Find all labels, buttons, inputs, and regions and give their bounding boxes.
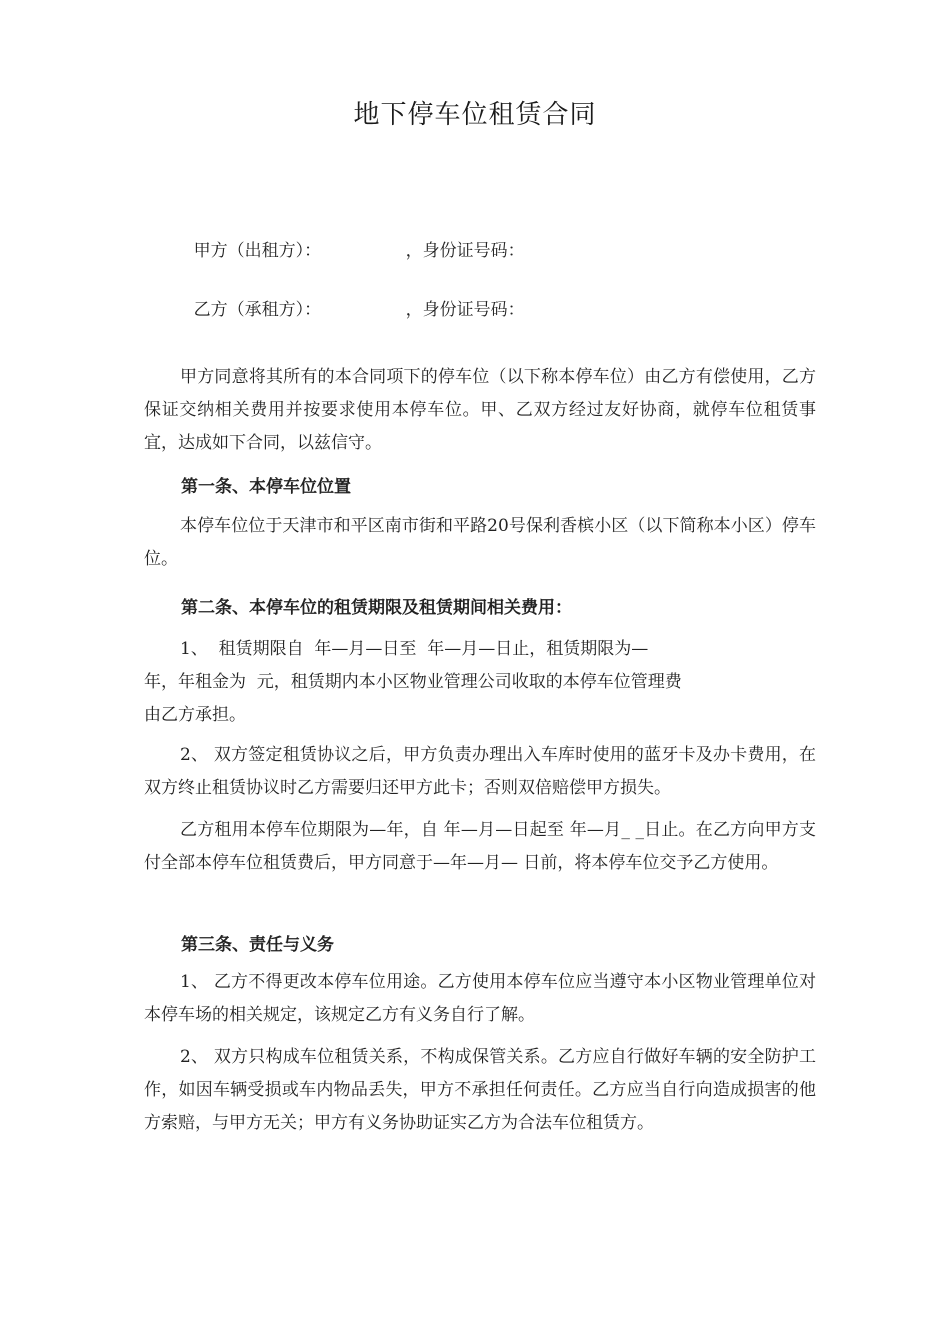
article1-heading: 第一条、本停车位位置 bbox=[181, 477, 351, 497]
article2-item1-line2: 年，年租金为 元，租赁期内本小区物业管理公司收取的本停车位管理费 bbox=[144, 672, 682, 692]
contract-title: 地下停车位租赁合同 bbox=[353, 100, 597, 130]
party-b-line bbox=[172, 275, 525, 340]
article2-item2: 2、 双方签定租赁协议之后，甲方负责办理出入车库时使用的蓝牙卡及办卡费用，在双方终止租赁协议时乙方需要归还甲方此卡；否则双倍赔偿甲方损失。 bbox=[144, 745, 816, 798]
article3-item2: 2、 双方只构成车位租赁关系，不构成保管关系。乙方应自行做好车辆的安全防护工作，如因车辆受损或车内物品丢失，甲方不承担任何责任。乙方应当自行向造成损害的他方索赔，与甲方无关；甲方有义务协助证实乙方为合法车位租赁方。 bbox=[144, 1047, 816, 1133]
article2-item3: 乙方租用本停车位期限为—年，自 年—月—日起至 年—月_ _日止。在乙方向甲方支付全部本停车位租赁费后，甲方同意于—年—月— 日前，将本停车位交予乙方使用。 bbox=[144, 820, 816, 873]
party-a-id-label: ，身份证号码： bbox=[405, 241, 525, 261]
party-b-id-label: ，身份证号码： bbox=[405, 300, 525, 320]
article3-item1: 1、 乙方不得更改本停车位用途。乙方使用本停车位应当遵守本小区物业管理单位对本停车场的相关规定，该规定乙方有义务自行了解。 bbox=[144, 972, 816, 1025]
article2-item1-line3: 由乙方承担。 bbox=[144, 705, 246, 725]
intro-paragraph: 甲方同意将其所有的本合同项下的停车位（以下称本停车位）由乙方有偿使用，乙方保证交纳相关费用并按要求使用本停车位。甲、乙双方经过友好协商，就停车位租赁事宜，达成如下合同，以兹信守。 bbox=[144, 367, 816, 453]
article2-heading: 第二条、本停车位的租赁期限及租赁期间相关费用： bbox=[181, 598, 572, 618]
party-a-line bbox=[172, 216, 525, 281]
article2-item1-line1: 1、 租赁期限自 年—月—日至 年—月—日止，租赁期限为— bbox=[180, 639, 649, 659]
party-b-label: 乙方（承租方）： bbox=[193, 300, 322, 320]
article1-text: 本停车位位于天津市和平区南市街和平路20号保利香槟小区（以下简称本小区）停车位。 bbox=[144, 516, 816, 569]
party-a-label: 甲方（出租方）： bbox=[193, 241, 322, 261]
article3-heading: 第三条、责任与义务 bbox=[181, 935, 334, 955]
